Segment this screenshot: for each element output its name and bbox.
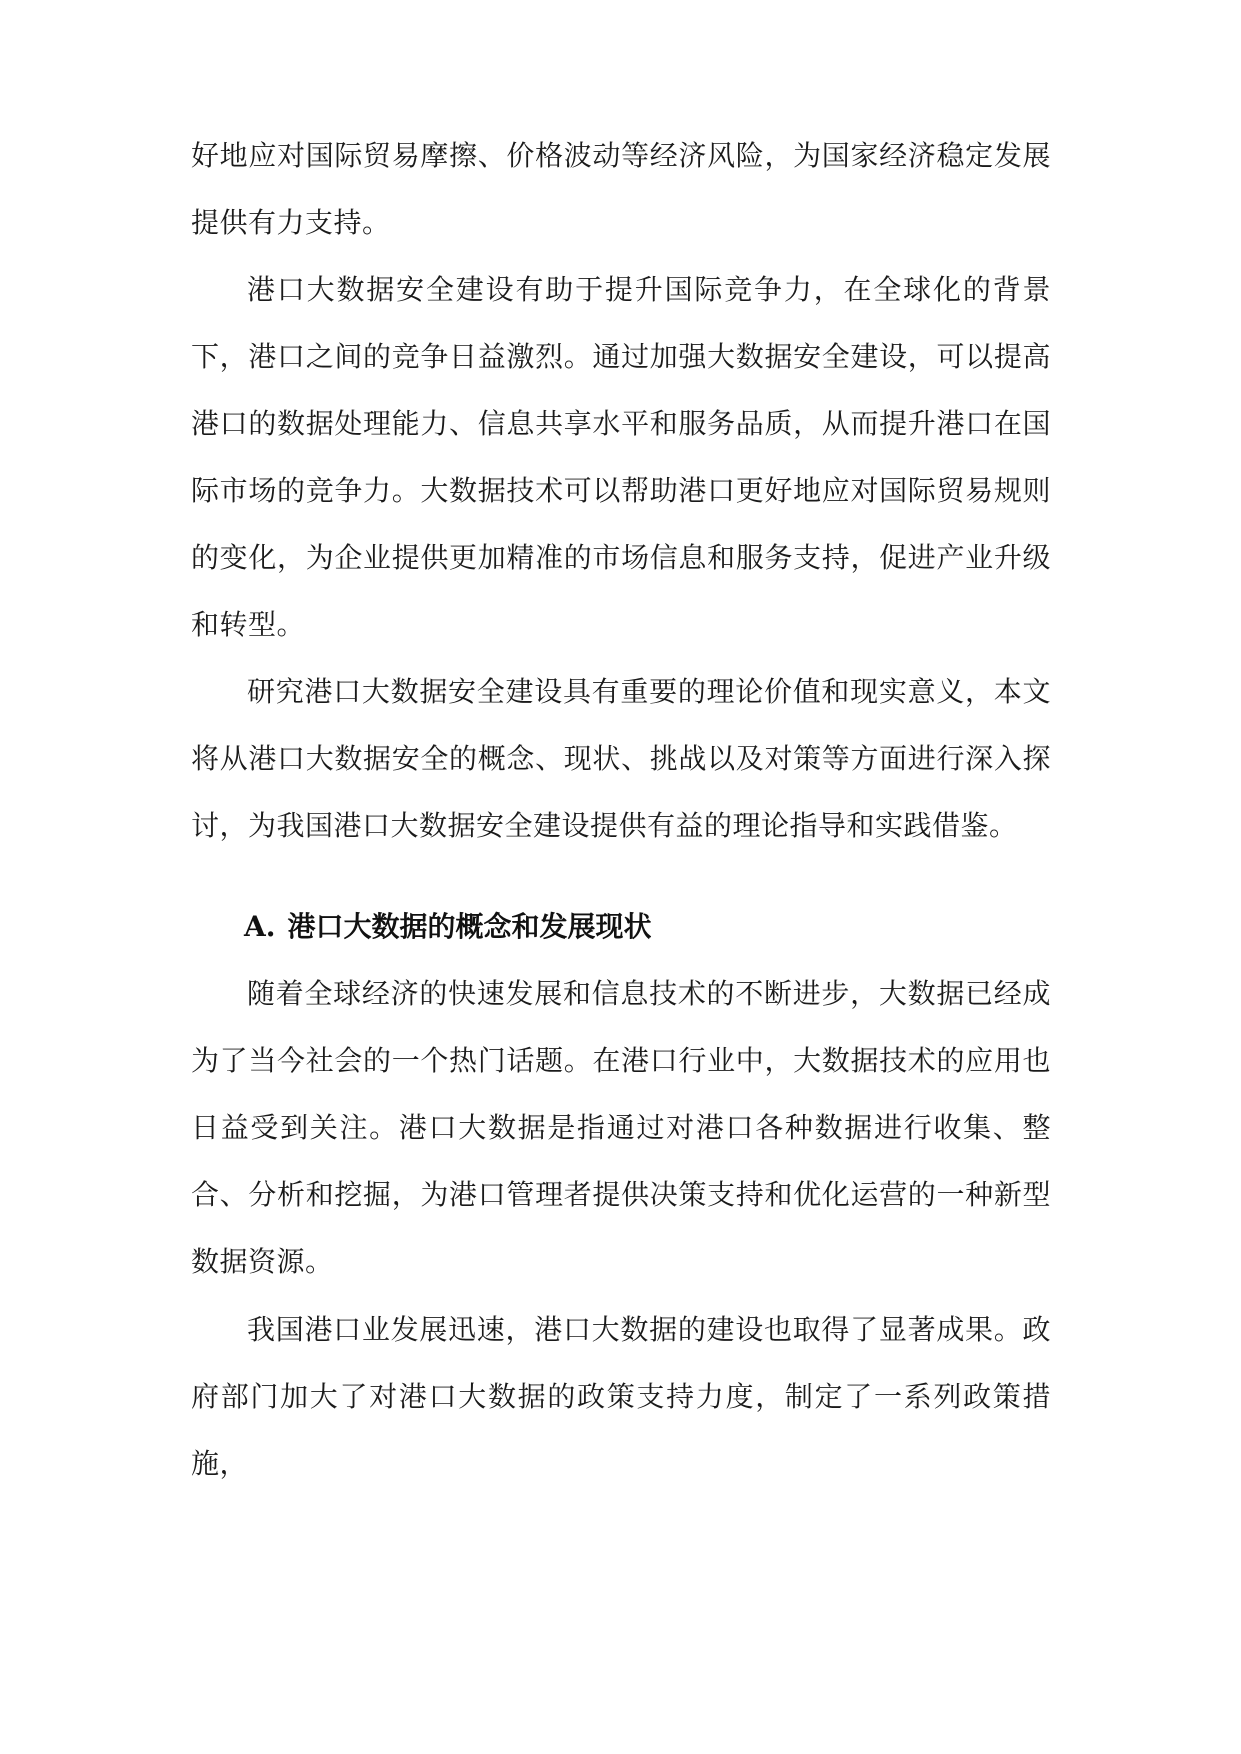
section-heading (244, 893, 652, 960)
paragraph-competitiveness: 港口大数据安全建设有助于提升国际竞争力，在全球化的背景下，港口之间的竞争日益激烈。通过加强大数据安全建设，可以提高港口的数据处理能力、信息共享水平和服务品质，从而提升港口在国际市场的竞争力。大数据技术可以帮助港口更好地应对国际贸易规则的变化，为企业提供更加精准的市场信息和服务支持，促进产业升级和转型。 (191, 273, 1051, 641)
section-heading-label: A. (244, 910, 276, 943)
section-heading-title: 港口大数据的概念和发展现状 (287, 910, 652, 943)
paragraph-development-status: 我国港口业发展迅速，港口大数据的建设也取得了显著成果。政府部门加大了对港口大数据的政策支持力度，制定了一系列政策措施， (191, 1313, 1051, 1480)
paragraph-continuation: 好地应对国际贸易摩擦、价格波动等经济风险，为国家经济稳定发展提供有力支持。 (191, 139, 1051, 239)
paragraph-big-data-concept: 随着全球经济的快速发展和信息技术的不断进步，大数据已经成为了当今社会的一个热门话题。在港口行业中，大数据技术的应用也日益受到关注。港口大数据是指通过对港口各种数据进行收集、整合、分析和挖掘，为港口管理者提供决策支持和优化运营的一种新型数据资源。 (191, 977, 1051, 1278)
paragraph-research-significance: 研究港口大数据安全建设具有重要的理论价值和现实意义，本文将从港口大数据安全的概念、现状、挑战以及对策等方面进行深入探讨，为我国港口大数据安全建设提供有益的理论指导和实践借鉴。 (191, 675, 1051, 842)
